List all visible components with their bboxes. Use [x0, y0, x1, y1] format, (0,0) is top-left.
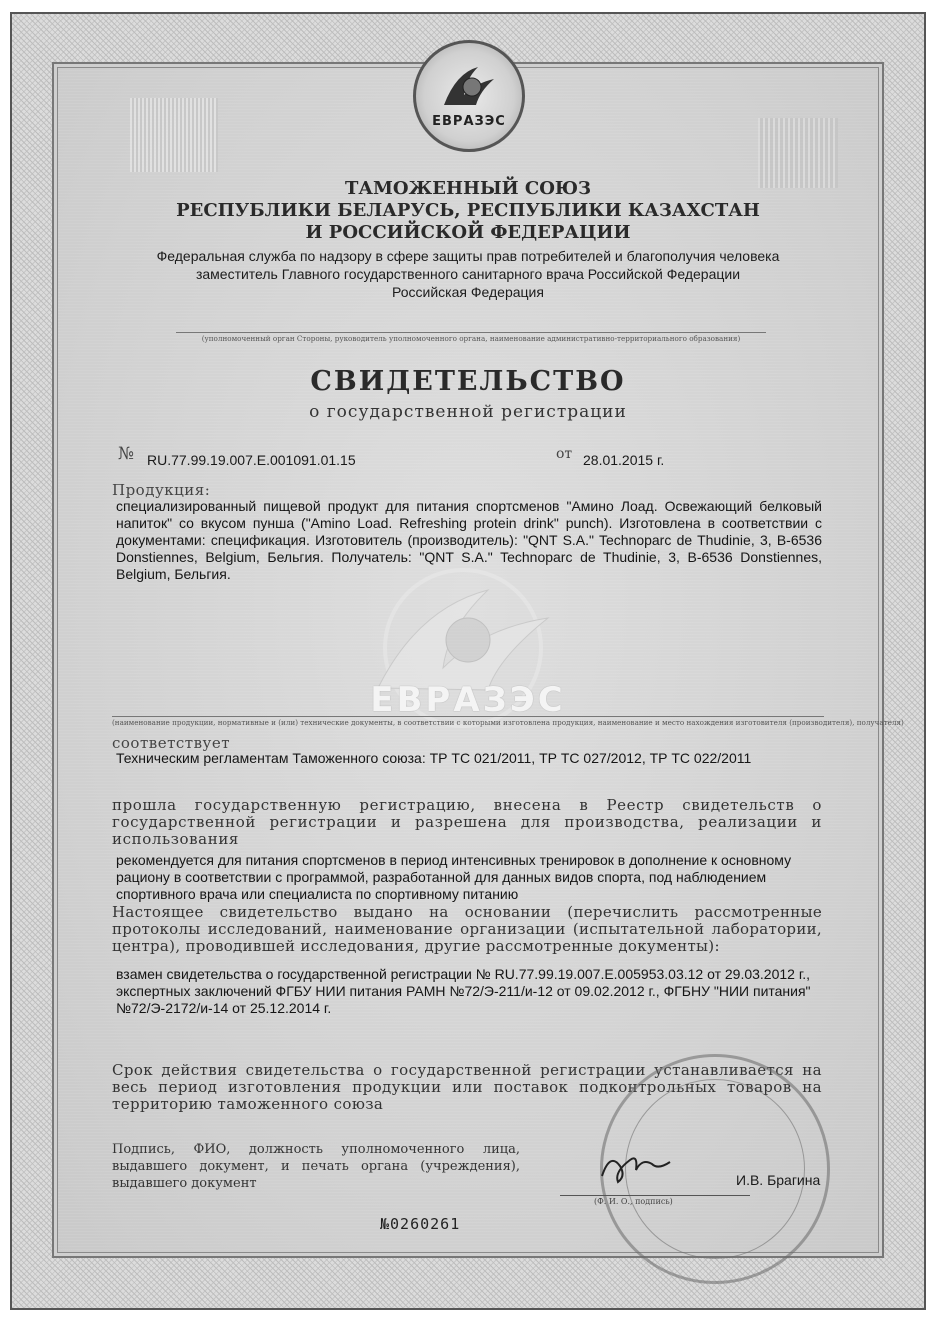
- product-label: Продукция:: [112, 481, 211, 499]
- hologram-left: [130, 98, 218, 172]
- signature-line: [560, 1195, 750, 1196]
- certificate-subtitle: о государственной регистрации: [309, 402, 627, 422]
- emblem-label: ЕВРАЗЭС: [432, 114, 506, 129]
- eurasec-logo-icon: [416, 43, 522, 149]
- union-title-line3: И РОССИЙСКОЙ ФЕДЕРАЦИИ: [305, 222, 631, 243]
- validity-text: Срок действия свидетельства о государственной регистрации устанавливается на весь период изготовления продукции или поставок подконтрольных товаров на территорию таможенного союза: [112, 1061, 822, 1113]
- signature-mark: [596, 1146, 676, 1192]
- certificate-title: СВИДЕТЕЛЬСТВО: [310, 366, 626, 397]
- number-label: №: [118, 444, 135, 464]
- signature-label: Подпись, ФИО, должность уполномоченного лица, выдавшего документ, и печать органа (учреждения), выдавшего документ: [112, 1142, 520, 1191]
- product-description: специализированный пищевой продукт для питания спортсменов "Амино Лоад. Освежающий белковый напиток" со вкусом пунша ("Amino Load. Refreshing protein drink" punch). Изготовлена в соответствии с документами: спецификация. Изготовитель (производитель): "QNT S.A." Technoparc de Thudinie, 3, B-6536 Donstiennes, Belgium, Бельгия. Получатель: "QNT S.A." Technoparc de Thudinie, 3, B-6536 Donstiennes, Belgium, Бельгия.: [116, 498, 822, 582]
- basis-label: Настоящее свидетельство выдано на основании (перечислить рассмотренные протоколы исследований, наименование организации (испытательной лаборатории, центра), проводившей исследования, другие рассмотренные документы):: [112, 903, 822, 955]
- authority-line3: Российская Федерация: [392, 284, 544, 300]
- watermark-label: ЕВРАЗЭС: [370, 680, 566, 720]
- registration-date: 28.01.2015 г.: [583, 452, 665, 468]
- union-title: [110, 178, 826, 244]
- basis-text: взамен свидетельства о государственной регистрации № RU.77.99.19.007.Е.005953.03.12 от 29.03.2012 г., экспертных заключений ФГБУ НИИ питания РАМН №72/Э-211/и-12 от 09.02.2012 г., ФГБНУ "НИИ питания" №72/Э-2172/и-14 от 25.12.2014 г.: [116, 966, 811, 1016]
- issuing-authority: [110, 247, 826, 301]
- date-label: от: [556, 446, 573, 462]
- authority-note: (уполномоченный орган Стороны, руководитель уполномоченного органа, наименование административно-территориального образования): [176, 332, 766, 343]
- product-note: (наименование продукции, нормативные и (или) технические документы, в соответствии с которыми изготовлена продукция, наименование и место нахождения изготовителя (производителя), получателя): [112, 718, 904, 727]
- serial-number: №0260261: [380, 1215, 461, 1233]
- union-title-line2: РЕСПУБЛИКИ БЕЛАРУСЬ, РЕСПУБЛИКИ КАЗАХСТАН: [176, 200, 760, 221]
- eurasec-emblem: [413, 40, 525, 152]
- signature-caption: (Ф. И. О., подпись): [594, 1197, 673, 1206]
- authority-line2: заместитель Главного государственного санитарного врача Российской Федерации: [195, 266, 741, 282]
- usage-text: рекомендуется для питания спортсменов в период интенсивных тренировок в дополнение к основному рациону в соответствии с программой, разработанной для данных видов спорта, под наблюдением спортивного врача или специалиста по спортивному питанию: [116, 852, 792, 902]
- authority-line1: Федеральная служба по надзору в сфере защиты прав потребителей и благополучия человека: [156, 248, 780, 264]
- registration-number: RU.77.99.19.007.Е.001091.01.15: [147, 452, 356, 468]
- union-title-line1: ТАМОЖЕННЫЙ СОЮЗ: [344, 178, 592, 199]
- signer-name: И.В. Брагина: [736, 1172, 821, 1188]
- conformity-text: Техническим регламентам Таможенного союза: ТР ТС 021/2011, ТР ТС 027/2012, ТР ТС 022/2011: [116, 750, 752, 766]
- conformity-label: соответствует: [112, 734, 231, 752]
- registration-statement: прошла государственную регистрацию, внесена в Реестр свидетельств о государственной регистрации и разрешена для производства, реализации и использования: [112, 796, 822, 848]
